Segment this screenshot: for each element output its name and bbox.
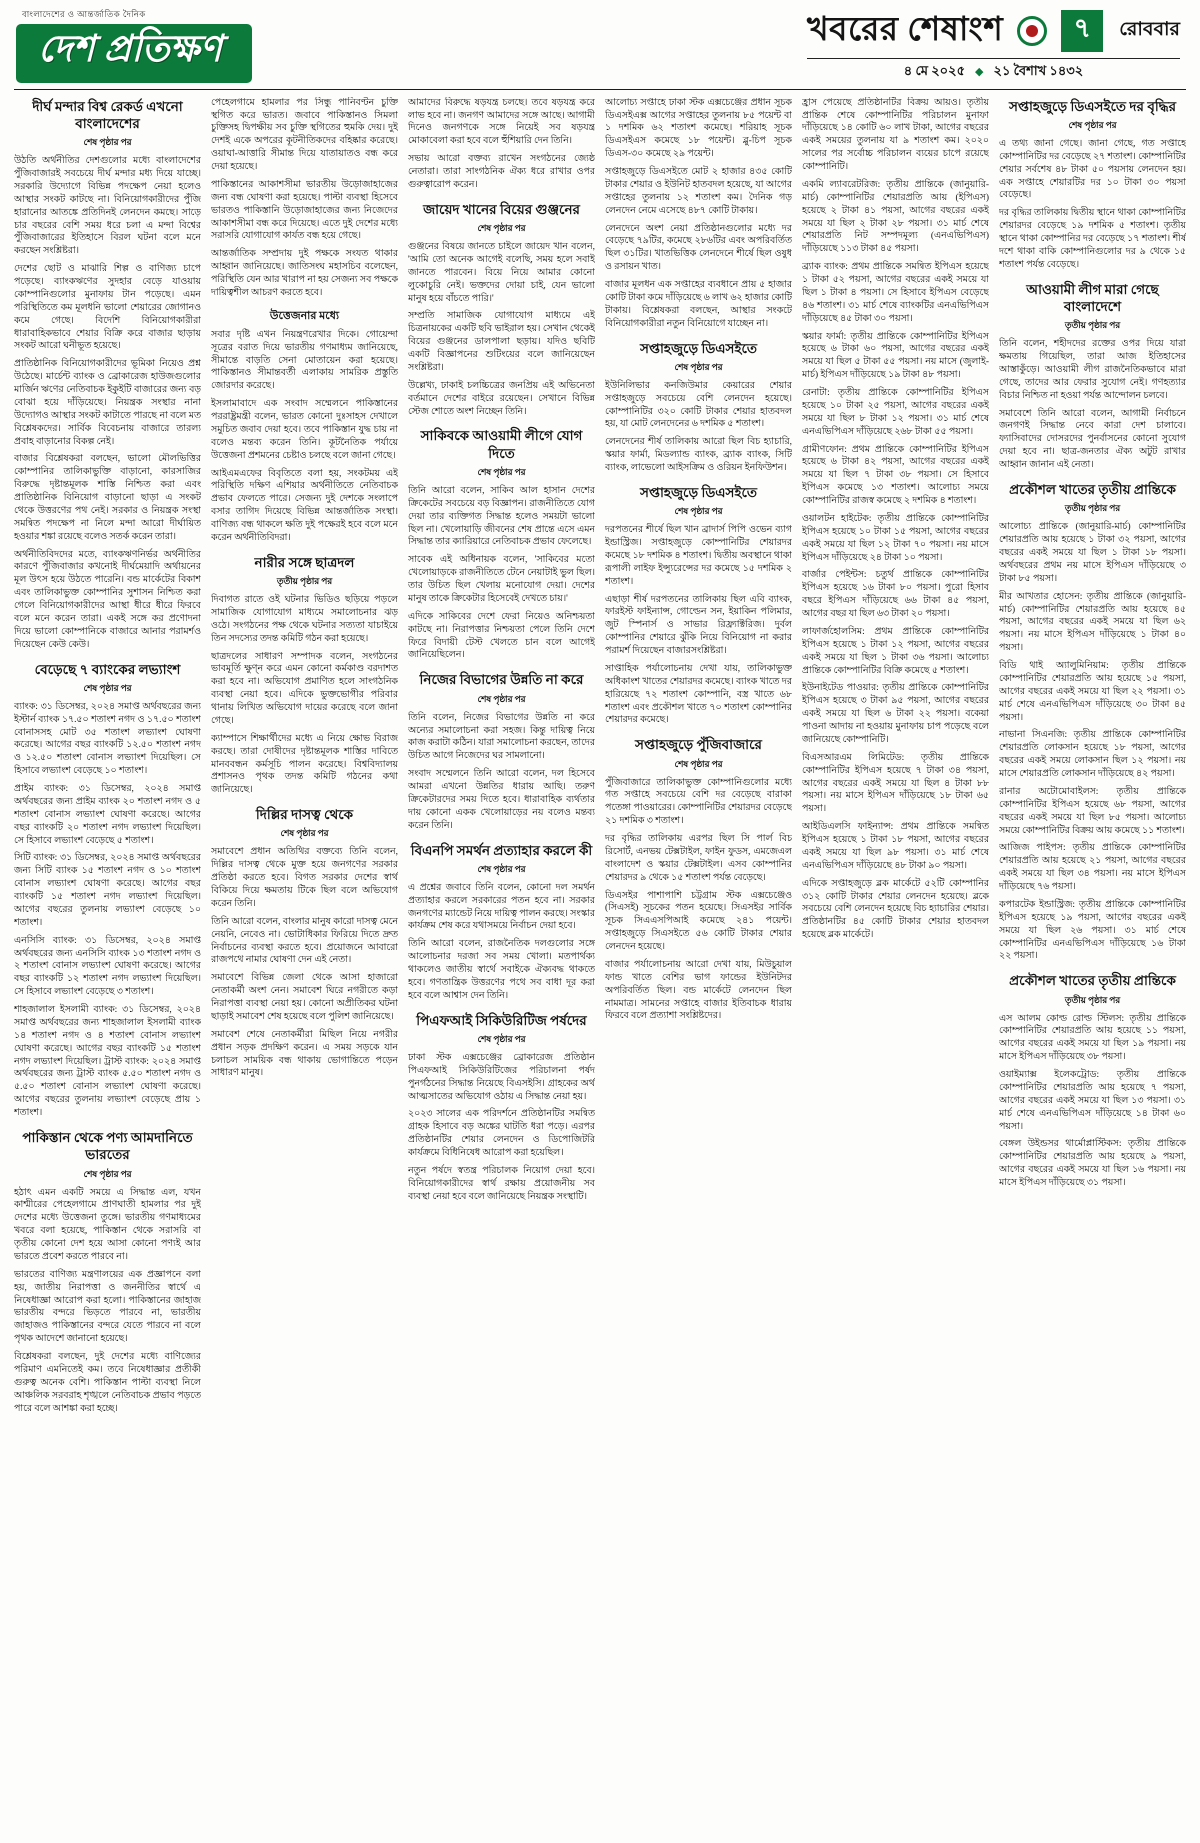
continued-note: তৃতীয় পৃষ্ঠার পর	[1064, 503, 1121, 514]
date-gregorian: ৪ মে ২০২৫	[903, 62, 966, 78]
article-paragraph: শাহজালাল ইসলামী ব্যাংক: ৩১ ডিসেম্বর, ২০২৪ সমাপ্ত অর্থবছরের জন্য শাহজালাল ইসলামী ব্যাংক ১৪ শতাংশ নগদ ও ৪ শতাংশ বোনাস লভ্যাংশ ঘোষণা করেছে। আগের বছর ব্যাংকটি ১৫ শতাংশ নগদ লভ্যাংশ দিয়েছিল। ট্রাস্ট ব্যাংক: ২০২৪ সমাপ্ত অর্থবছরের জন্য ট্রাস্ট ব্যাংক ৫.৫০ শতাংশ নগদ ও ৫.৫০ শতাংশ বোনাস লভ্যাংশ ঘোষণা করেছে। আগের বছরের তুলনায় লভ্যাংশ বেড়েছে প্রায় ১ শতাংশ।	[14, 1005, 201, 1119]
article-paragraph: সমাবেশে তিনি আরো বলেন, আগামী নির্বাচনে জনগণই সিদ্ধান্ত নেবে কারা দেশ চালাবে। ফ্যাসিবাদের দোসরদের পুনর্বাসনের কোনো সুযোগ দেয়া হবে না। ছাত্র-জনতার ঐক্য অটুট রাখার আহ্বান জানান এই নেতা।	[999, 408, 1186, 471]
article-paragraph: সমাবেশ শেষে নেতাকর্মীরা মিছিল নিয়ে নগরীর প্রধান সড়ক প্রদক্ষিণ করেন। এ সময় সড়কে যান চলাচল সাময়িক বন্ধ থাকায় ভোগান্তিতে পড়েন সাধারণ মানুষ।	[211, 1029, 398, 1079]
article-paragraph: ক্যাম্পাসে শিক্ষার্থীদের মধ্যে এ নিয়ে ক্ষোভ বিরাজ করছে। তারা দোষীদের দৃষ্টান্তমূলক শাস্তির দাবিতে মানববন্ধন কর্মসূচি পালন করেছে। বিশ্ববিদ্যালয় প্রশাসনও পৃথক তদন্ত কমিটি গঠনের কথা জানিয়েছে।	[211, 733, 398, 796]
article-headline: আওয়ামী লীগ মারা গেছে বাংলাদেশে	[1026, 281, 1159, 314]
article-paragraph: বিএসআরএম লিমিটেড: তৃতীয় প্রান্তিকে কোম্পানিটির ইপিএস হয়েছে ৭ টাকা ৩৪ পয়সা, আগের বছরের একই সময়ে যা ছিল ৪ টাকা ৮৮ পয়সা। নয় মাসে ইপিএস দাঁড়িয়েছে ১৮ টাকা ৬৫ পয়সা।	[802, 752, 989, 815]
column-3	[408, 97, 595, 1819]
article-headline: পিএফআই সিকিউরিটিজ পর্ষদের	[416, 1012, 587, 1028]
article-paragraph: আজিজ পাইপস: তৃতীয় প্রান্তিকে কোম্পানিটির শেয়ারপ্রতি আয় হয়েছে ২১ পয়সা, আগের বছরের একই সময়ে যা ছিল ৩৪ পয়সা। নয় মাসে ইপিএস দাঁড়িয়েছে ৭৬ পয়সা।	[999, 843, 1186, 892]
article-headline: সপ্তাহজুড়ে ডিএসইতে	[639, 484, 758, 500]
article-paragraph: এ তথ্য জানা গেছে। জানা গেছে, গত সপ্তাহে কোম্পানিটির দর বেড়েছে ২৭ শতাংশ। কোম্পানিটির শেয়ার সর্বশেষ ৪৮ টাকা ৫০ পয়সায় লেনদেন হয়। এক সপ্তাহে শেয়ারটির দর ১০ টাকা ৩০ পয়সা বেড়েছে।	[999, 138, 1186, 201]
article-paragraph: দর বৃদ্ধির তালিকায় এরপর ছিল সি পার্ল বিচ রিসোর্ট, এনভয় টেক্সটাইল, ফাইন ফুডস, এমজেএল বাংলাদেশ ও স্কয়ার টেক্সটাইল। এসব কোম্পানির শেয়ারদর ৯ থেকে ১৫ শতাংশ পর্যন্ত বেড়েছে।	[605, 834, 792, 883]
article-paragraph: ইসলামাবাদে এক সংবাদ সম্মেলনে পাকিস্তানের পররাষ্ট্রমন্ত্রী বলেন, ভারত কোনো দুঃসাহস দেখালে সমুচিত জবাব দেয়া হবে। তবে পাকিস্তান যুদ্ধ চায় না বলেও মন্তব্য করেন তিনি। কূটনৈতিক পর্যায়ে উত্তেজনা প্রশমনের চেষ্টাও চলছে বলে জানা গেছে।	[211, 399, 398, 461]
article-paragraph: সংবাদ সম্মেলনে তিনি আরো বলেন, দল হিসেবে আমরা এখনো উন্নতির ধারায় আছি। তরুণ ক্রিকেটারদের সময় দিতে হবে। ধারাবাহিক ব্যর্থতার দায় কোনো একক খেলোয়াড়ের নয় বলেও মন্তব্য করেন তিনি।	[408, 769, 595, 831]
article-paragraph: এস আলম কোল্ড রোল্ড স্টিলস: তৃতীয় প্রান্তিকে কোম্পানিটির শেয়ারপ্রতি আয় হয়েছে ১১ পয়সা, আগের বছরের একই সময়ে যা ছিল ১৯ পয়সা। নয় মাসে ইপিএস দাঁড়িয়েছে ৩৮ পয়সা।	[999, 1013, 1186, 1063]
section-title: খবরের শেষাংশ	[806, 12, 1004, 49]
column-4	[605, 97, 792, 1819]
article-headline: বেড়েছে ৭ ব্যাংকের লভ্যাংশ	[34, 661, 181, 677]
continued-note: শেষ পৃষ্ঠার পর	[477, 466, 526, 477]
continued-note: শেষ পৃষ্ঠার পর	[83, 1168, 132, 1179]
continued-note: তৃতীয় পৃষ্ঠার পর	[276, 576, 333, 587]
continued-note: শেষ পৃষ্ঠার পর	[477, 223, 526, 234]
article-paragraph: পাকিস্তানের আকাশসীমা ভারতীয় উড়োজাহাজের জন্য বন্ধ ঘোষণা করা হয়েছে। পাল্টা ব্যবস্থা হিসেবে ভারতও পাকিস্তানি উড়োজাহাজের জন্য নিজেদের আকাশসীমা বন্ধ করে দিয়েছে। এতে দুই দেশের মধ্যে সরাসরি যোগাযোগ কার্যত বন্ধ হয়ে গেছে।	[211, 179, 398, 242]
article-paragraph: ওয়াইম্যাক্স ইলেকট্রোড: তৃতীয় প্রান্তিকে কোম্পানিটির শেয়ারপ্রতি আয় হয়েছে ৭ পয়সা, আগের বছরের একই সময়ে যা ছিল ১৩ পয়সা। ৩১ মার্চ শেষে এনএভিপিএস দাঁড়িয়েছে ১৪ টাকা ৬০ পয়সা।	[999, 1070, 1186, 1132]
article-paragraph: সাপ্তাহিক পর্যালোচনায় দেখা যায়, তালিকাভুক্ত অধিকাংশ খাতের শেয়ারদর কমেছে। ব্যাংক খাতে দর হারিয়েছে ৭২ শতাংশ কোম্পানি, বস্ত্র খাতে ৬৮ শতাংশ এবং প্রকৌশল খাতে ৭০ শতাংশ কোম্পানির শেয়ারদর কমেছে।	[605, 663, 792, 726]
article-headline: সাকিবকে আওয়ামী লীগে যোগ দিতে	[420, 428, 583, 461]
article-paragraph: তিনি আরো বলেন, রাজনৈতিক দলগুলোর সঙ্গে আলোচনার দরজা সব সময় খোলা। মতপার্থক্য থাকলেও জাতীয় স্বার্থে সবাইকে ঐক্যবদ্ধ থাকতে হবে। গণতান্ত্রিক উত্তরণের পথে সব বাধা দূর করা হবে বলে আশ্বাস দেন তিনি।	[408, 939, 595, 1001]
article-paragraph: তিনি আরো বলেন, সাকিব আল হাসান দেশের ক্রিকেটের সবচেয়ে বড় বিজ্ঞাপন। রাজনীতিতে যোগ দেয়া তার ব্যক্তিগত সিদ্ধান্ত হলেও সময়টা ভালো ছিল না। খেলোয়াড়ি জীবনের শেষ প্রান্তে এসে এমন সিদ্ধান্ত তার ক্যারিয়ারে নেতিবাচক প্রভাব ফেলেছে।	[408, 485, 595, 548]
article-headline: সপ্তাহজুড়ে পুঁজিবাজারে	[635, 737, 762, 753]
article-headline: নারীর সঙ্গে ছাত্রদল	[254, 554, 355, 570]
continued-note: শেষ পৃষ্ঠার পর	[674, 758, 723, 769]
article-paragraph: লাফার্জহোলসিম: প্রথম প্রান্তিকে কোম্পানিটির ইপিএস হয়েছে ১ টাকা ১২ পয়সা, আগের বছরের একই সময়ে যা ছিল ১ টাকা ৩৬ পয়সা। আলোচ্য প্রান্তিকে কোম্পানিটির বিক্রি কমেছে ৫ শতাংশ।	[802, 626, 989, 676]
article-headline: সপ্তাহজুড়ে ডিএসইতে	[639, 340, 758, 356]
article-paragraph: এছাড়া শীর্ষ দরপতনের তালিকায় ছিল এবি ব্যাংক, ফারইস্ট ফাইন্যান্স, গোল্ডেন সন, ইয়াকিন পলিমার, জুট স্পিনার্স ও সাভার রিফ্র্যাক্টরিজ। দুর্বল কোম্পানির শেয়ারে ঝুঁকি নিয়ে বিনিয়োগ না করার পরামর্শ দিয়েছেন বাজারসংশ্লিষ্টরা।	[605, 594, 792, 657]
article-paragraph: আন্তর্জাতিক সম্প্রদায় দুই পক্ষকে সংযত থাকার আহ্বান জানিয়েছে। জাতিসংঘ মহাসচিব বলেছেন, পরিস্থিতি যেন আর খারাপ না হয় সেজন্য সব পক্ষকে দায়িত্বশীল আচরণ করতে হবে।	[211, 249, 398, 298]
article-subhead: উত্তেজনার মধ্যে	[269, 309, 340, 322]
article-paragraph: প্রাইম ব্যাংক: ৩১ ডিসেম্বর, ২০২৪ সমাপ্ত অর্থবছরের জন্য প্রাইম ব্যাংক ২০ শতাংশ নগদ ও ৫ শতাংশ বোনাস লভ্যাংশ ঘোষণা করেছে। আগের বছর ব্যাংকটি ২০ শতাংশ নগদ লভ্যাংশ দিয়েছিল। সে হিসাবে লভ্যাংশ বেড়েছে ৫ শতাংশ।	[14, 784, 201, 846]
article-paragraph: ওয়ালটন হাইটেক: তৃতীয় প্রান্তিকে কোম্পানিটির ইপিএস হয়েছে ১০ টাকা ১৫ পয়সা, আগের বছরের একই সময়ে যা ছিল ১২ টাকা ৭০ পয়সা। নয় মাসে ইপিএস দাঁড়িয়েছে ২৪ টাকা ১০ পয়সা।	[802, 513, 989, 563]
section-header	[807, 10, 1184, 83]
article-paragraph: গুঞ্জনের বিষয়ে জানতে চাইলে জায়েদ খান বলেন, 'আমি তো অনেক আগেই বলেছি, সময় হলে সবাই জানতে পারবেন। বিয়ে নিয়ে আমার কোনো লুকোচুরি নেই। ভক্তদের দোয়া চাই, যেন ভালো মানুষ হয়ে বাঁচতে পারি।'	[408, 242, 595, 304]
article-paragraph: দরপতনের শীর্ষে ছিল খান ব্রাদার্স পিপি ওভেন ব্যাগ ইন্ডাস্ট্রিজ। সপ্তাহজুড়ে কোম্পানিটির শেয়ারদর কমেছে ১৮ দশমিক ৪ শতাংশ। দ্বিতীয় অবস্থানে থাকা রূপালী লাইফ ইন্স্যুরেন্সের দর কমেছে ১৫ দশমিক ২ শতাংশ।	[605, 525, 792, 587]
article-headline: নিজের বিভাগের উন্নতি না করে	[419, 672, 584, 688]
article-paragraph: সভায় আরো বক্তব্য রাখেন সংগঠনের জ্যেষ্ঠ নেতারা। তারা সাংগঠনিক ঐক্য ধরে রাখার ওপর গুরুত্বারোপ করেন।	[408, 154, 595, 190]
article-paragraph: রানার অটোমোবাইলস: তৃতীয় প্রান্তিকে কোম্পানিটির ইপিএস হয়েছে ৬৮ পয়সা, আগের বছরের একই সময়ে যা ছিল ৮৫ পয়সা। আলোচ্য সময়ে কোম্পানিটির বিক্রয় আয় কমেছে ১১ শতাংশ।	[999, 786, 1186, 836]
newspaper-masthead: দেশ প্রতিক্ষণ	[16, 24, 252, 83]
article-paragraph: ছাত্রদলের সাধারণ সম্পাদক বলেন, সংগঠনের ভাবমূর্তি ক্ষুণ্ন করে এমন কোনো কর্মকাণ্ড বরদাশত করা হবে না। অভিযোগ প্রমাণিত হলে সাংগঠনিক ব্যবস্থা নেয়া হবে। এদিকে ভুক্তভোগীর পরিবার থানায় লিখিত অভিযোগ দায়ের করেছে বলে জানা গেছে।	[211, 651, 398, 726]
article-paragraph: হঠাৎ এমন একটি সময়ে এ সিদ্ধান্ত এল, যখন কাশ্মীরের পেহেলগামে প্রাণঘাতী হামলার পর দুই দেশের মধ্যে উত্তেজনা তুঙ্গে। ভারতীয় গণমাধ্যমের খবরে বলা হয়েছে, পাকিস্তান থেকে সরাসরি বা তৃতীয় কোনো দেশ হয়ে আসা কোনো পণ্যই আর ভারতে প্রবেশ করতে পারবে না।	[14, 1187, 201, 1262]
article-paragraph: একমি ল্যাবরেটরিজ: তৃতীয় প্রান্তিকে (জানুয়ারি-মার্চ) কোম্পানিটির শেয়ারপ্রতি আয় (ইপিএস) হয়েছে ২ টাকা ৪১ পয়সা, আগের বছরের একই সময়ে যা ছিল ২ টাকা ২৮ পয়সা। ৩১ মার্চ শেষে শেয়ারপ্রতি নিট সম্পদমূল্য (এনএভিপিএস) দাঁড়িয়েছে ১১৩ টাকা ৪৫ পয়সা।	[802, 179, 989, 255]
article-paragraph: আইএমএফের বিবৃতিতে বলা হয়, সংকটময় এই পরিস্থিতি দক্ষিণ এশিয়ার অর্থনীতিতে নেতিবাচক প্রভাব ফেলতে পারে। সেজন্য দুই দেশকে সংলাপে বসার তাগিদ দিয়েছে বিভিন্ন আন্তর্জাতিক সংস্থা। বাণিজ্য বন্ধ থাকলে ক্ষতি দুই পক্ষেরই হবে বলে মনে করেন অর্থনীতিবিদরা।	[211, 468, 398, 543]
continued-note: শেষ পৃষ্ঠার পর	[674, 361, 723, 372]
column-1	[14, 97, 201, 1819]
article-headline: দীর্ঘ মন্দার বিশ্ব রেকর্ড এখনো বাংলাদেশের	[32, 98, 183, 131]
continued-note: শেষ পৃষ্ঠার পর	[477, 1033, 526, 1044]
continued-note: শেষ পৃষ্ঠার পর	[1068, 119, 1117, 130]
article-paragraph: গ্রামীণফোন: প্রথম প্রান্তিকে কোম্পানিটির ইপিএস হয়েছে ৬ টাকা ৪২ পয়সা, আগের বছরের একই সময়ে যা ছিল ৭ টাকা ৩৮ পয়সা। সে হিসাবে ইপিএস কমেছে ১৩ শতাংশ। আলোচ্য সময়ে কোম্পানিটির রাজস্ব কমেছে ২ দশমিক ৪ শতাংশ।	[802, 444, 989, 507]
continued-note: তৃতীয় পৃষ্ঠার পর	[1064, 320, 1121, 331]
article-paragraph: বেঙ্গল উইন্ডসর থার্মোপ্লাস্টিকস: তৃতীয় প্রান্তিকে কোম্পানিটির শেয়ারপ্রতি আয় হয়েছে ৯ পয়সা, আগের বছরের একই সময়ে যা ছিল ১৬ পয়সা। নয় মাসে ইপিএস দাঁড়িয়েছে ৩১ পয়সা।	[999, 1139, 1186, 1189]
article-paragraph: এ প্রশ্নের জবাবে তিনি বলেন, কোনো দল সমর্থন প্রত্যাহার করলে সরকারের পতন হবে না। সরকার জনগণের ম্যান্ডেট নিয়ে দায়িত্ব পালন করছে। সংস্কার কার্যক্রম শেষ করে যথাসময়ে নির্বাচন দেয়া হবে।	[408, 882, 595, 932]
article-paragraph: বিডি থাই অ্যালুমিনিয়াম: তৃতীয় প্রান্তিকে কোম্পানিটির শেয়ারপ্রতি আয় হয়েছে ১৫ পয়সা, আগের বছরের একই সময়ে যা ছিল ২২ পয়সা। ৩১ মার্চ শেষে এনএভিপিএস দাঁড়িয়েছে ৩০ টাকা ৪৫ পয়সা।	[999, 661, 1186, 723]
article-paragraph: উঠতি অর্থনীতির দেশগুলোর মধ্যে বাংলাদেশের পুঁজিবাজারই সবচেয়ে দীর্ঘ মন্দার মধ্য দিয়ে যাচ্ছে। সরকারি উদ্যোগে বিভিন্ন পদক্ষেপ নেয়া হলেও আস্থার সংকট কাটছে না। বিনিয়োগকারীদের পুঁজি হারানোর আতঙ্কে প্রতিদিনই লেনদেন কমছে। সাড়ে চার বছরের বেশি সময় ধরে চলা এ মন্দা বিশ্বের পুঁজিবাজারের ইতিহাসে বিরল ঘটনা বলে মনে করছেন সংশ্লিষ্টরা।	[14, 156, 201, 257]
continued-note: শেষ পৃষ্ঠার পর	[477, 693, 526, 704]
article-paragraph: প্রাতিষ্ঠানিক বিনিয়োগকারীদের ভূমিকা নিয়েও প্রশ্ন উঠেছে। মার্চেন্ট ব্যাংক ও ব্রোকারেজ হাউজগুলোর মার্জিন ঋণের নেতিবাচক ইকুইটি বাজারের জন্য বড় বোঝা হয়ে দাঁড়িয়েছে। নিয়ন্ত্রক সংস্থার নানা উদ্যোগও আস্থার সংকট কাটাতে পারছে না বলে মত বিশ্লেষকদের। সার্বিক বিবেচনায় বাজারে তারল্য প্রবাহ বাড়ানোর বিকল্প নেই।	[14, 359, 201, 447]
article-headline: বিএনপি সমর্থন প্রত্যাহার করলে কী	[410, 842, 593, 858]
article-paragraph: লেনদেনে অংশ নেয়া প্রতিষ্ঠানগুলোর মধ্যে দর বেড়েছে ৭৯টির, কমেছে ২৮৬টির এবং অপরিবর্তিত ছিল ৩১টির। খাতভিত্তিক লেনদেনে শীর্ষে ছিল ওষুধ ও রসায়ন খাত।	[605, 223, 792, 273]
article-paragraph: সপ্তাহজুড়ে ডিএসইতে মোট ২ হাজার ৪৩৫ কোটি টাকার শেয়ার ও ইউনিট হাতবদল হয়েছে, যা আগের সপ্তাহের তুলনায় ১২ শতাংশ কম। দৈনিক গড় লেনদেন নেমে এসেছে ৪৮৭ কোটি টাকায়।	[605, 167, 792, 216]
article-paragraph: আমাদের বিরুদ্ধে ষড়যন্ত্র চলছে। তবে ষড়যন্ত্র করে লাভ হবে না। জনগণ আমাদের সঙ্গে আছে। আগামী দিনেও জনগণকে সঙ্গে নিয়েই সব ষড়যন্ত্র মোকাবেলা করা হবে বলে হুঁশিয়ারি দেন তিনি।	[408, 97, 595, 147]
article-paragraph: ব্যাংক: ৩১ ডিসেম্বর, ২০২৪ সমাপ্ত অর্থবছরের জন্য ইস্টার্ন ব্যাংক ১৭.৫০ শতাংশ নগদ ও ১৭.৫০ শতাংশ বোনাসসহ মোট ৩৫ শতাংশ লভ্যাংশ ঘোষণা করেছে। আগের বছর ব্যাংকটি ১২.৫০ শতাংশ নগদ ও ১২.৫০ শতাংশ বোনাস লভ্যাংশ দিয়েছিল। সে হিসাবে লভ্যাংশ বেড়েছে ১০ শতাংশ।	[14, 701, 201, 777]
article-paragraph: স্কয়ার ফার্মা: তৃতীয় প্রান্তিকে কোম্পানিটির ইপিএস হয়েছে ৬ টাকা ৬০ পয়সা, আগের বছরের একই সময়ে যা ছিল ৫ টাকা ৫৫ পয়সা। নয় মাসে (জুলাই-মার্চ) ইপিএস দাঁড়িয়েছে ১৯ টাকা ৪৮ পয়সা।	[802, 331, 989, 381]
article-paragraph: আইডিএলসি ফাইন্যান্স: প্রথম প্রান্তিকে সমন্বিত ইপিএস হয়েছে ১ টাকা ১৮ পয়সা, আগের বছরের একই সময়ে যা ছিল ৯৮ পয়সা। ৩১ মার্চ শেষে এনএভিপিএস দাঁড়িয়েছে ৪৮ টাকা ৯০ পয়সা।	[802, 822, 989, 871]
page-number: ৭	[1061, 10, 1103, 52]
continued-note: শেষ পৃষ্ঠার পর	[83, 682, 132, 693]
article-headline: পাকিস্তান থেকে পণ্য আমদানিতে ভারতের	[22, 1129, 193, 1163]
continued-note: শেষ পৃষ্ঠার পর	[477, 863, 526, 874]
article-paragraph: তিনি বলেন, নিজের বিভাগের উন্নতি না করে অন্যের সমালোচনা করা সহজ। কিন্তু দায়িত্ব নিয়ে কাজ করাটা কঠিন। যারা সমালোচনা করছেন, তাদের উচিত আগে নিজেদের ঘর সামলানো।	[408, 712, 595, 762]
columns	[0, 97, 1200, 1819]
continued-note: তৃতীয় পৃষ্ঠার পর	[1064, 994, 1121, 1005]
article-paragraph: দর বৃদ্ধির তালিকায় দ্বিতীয় স্থানে থাকা কোম্পানিটির শেয়ারদর বেড়েছে ১৯ দশমিক ৫ শতাংশ। তৃতীয় স্থানে থাকা কোম্পানির দর বেড়েছে ১৭ শতাংশ। শীর্ষ দশে থাকা বাকি কোম্পানিগুলোর দর ৯ থেকে ১৫ শতাংশ পর্যন্ত বেড়েছে।	[999, 208, 1186, 270]
article-paragraph: সিটি ব্যাংক: ৩১ ডিসেম্বর, ২০২৪ সমাপ্ত অর্থবছরের জন্য সিটি ব্যাংক ১৫ শতাংশ নগদ ও ১০ শতাংশ বোনাস লভ্যাংশ ঘোষণা করেছে। আগের বছর ব্যাংকটি ১৫ শতাংশ নগদ লভ্যাংশ দিয়েছিল। আগের বছরের তুলনায় লভ্যাংশ বেড়েছে ১০ শতাংশ।	[14, 853, 201, 928]
article-paragraph: ডিএসইর পাশাপাশি চট্টগ্রাম স্টক এক্সচেঞ্জেও (সিএসই) সূচকের পতন হয়েছে। সিএসইর সার্বিক সূচক সিএএসপিআই কমেছে ২৪১ পয়েন্ট। সপ্তাহজুড়ে সিএসইতে ৫৬ কোটি টাকার শেয়ার লেনদেন হয়েছে।	[605, 890, 792, 953]
article-headline: দিল্লির দাসত্ব থেকে	[255, 807, 354, 823]
article-headline: জায়েদ খানের বিয়ের গুঞ্জনের	[423, 201, 580, 217]
article-paragraph: পুঁজিবাজারে তালিকাভুক্ত কোম্পানিগুলোর মধ্যে গত সপ্তাহে সবচেয়ে বেশি দর বেড়েছে বারাকা পতেঙ্গা পাওয়ারের। কোম্পানিটির শেয়ারদর বেড়েছে ২১ দশমিক ৩ শতাংশ।	[605, 777, 792, 827]
article-paragraph: অর্থনীতিবিদদের মতে, ব্যাংকঋণনির্ভর অর্থনীতির কারণে পুঁজিবাজার কখনোই দীর্ঘমেয়াদি অর্থায়নের মূল উৎস হয়ে উঠতে পারেনি। বন্ড মার্কেটের বিকাশ এবং তালিকাভুক্ত কোম্পানির সুশাসন নিশ্চিত করা গেলে বিনিয়োগকারীদের আস্থা ধীরে ধীরে ফিরবে বলে মনে করেন তারা। একই সঙ্গে কর প্রণোদনা দিয়ে ভালো কোম্পানিকে বাজারে আনার পরামর্শও দিয়েছেন কেউ কেউ।	[14, 549, 201, 650]
article-paragraph: ঢাকা স্টক এক্সচেঞ্জের ব্রোকারেজ প্রতিষ্ঠান পিএফআই সিকিউরিটিজের পরিচালনা পর্ষদ পুনর্গঠনের সিদ্ধান্ত নিয়েছে বিএসইসি। গ্রাহকের অর্থ আত্মসাতের অভিযোগ ওঠায় এ সিদ্ধান্ত নেয়া হয়।	[408, 1052, 595, 1102]
article-paragraph: তিনি বলেন, শহীদদের রক্তের ওপর দিয়ে যারা ক্ষমতায় গিয়েছিল, তারা আজ ইতিহাসের আস্তাকুঁড়ে। আওয়ামী লীগ রাজনৈতিকভাবে মারা গেছে, তাদের আর ফেরার সুযোগ নেই। গণহত্যার বিচার নিশ্চিত না হওয়া পর্যন্ত আন্দোলন চলবে।	[999, 339, 1186, 401]
article-paragraph: বার্জার পেইন্টস: চতুর্থ প্রান্তিকে কোম্পানিটির ইপিএস হয়েছে ১৬ টাকা ৮০ পয়সা। পুরো হিসাব বছরে ইপিএস দাঁড়িয়েছে ৬৬ টাকা ৪৫ পয়সা, আগের বছর যা ছিল ৬৩ টাকা ২০ পয়সা।	[802, 570, 989, 620]
article-paragraph: বাজার বিশ্লেষকরা বলছেন, ভালো মৌলভিত্তির কোম্পানির তালিকাভুক্তি বাড়ানো, কারসাজির বিরুদ্ধে দৃষ্টান্তমূলক শাস্তি নিশ্চিত করা এবং প্রাতিষ্ঠানিক বিনিয়োগ বাড়ানো ছাড়া এ সংকট থেকে উত্তরণের পথ নেই। সরকার ও নিয়ন্ত্রক সংস্থা সমন্বিত পদক্ষেপ না নিলে মন্দা আরো দীর্ঘায়িত হওয়ার শঙ্কা রয়েছে বলেও সতর্ক করেন তারা।	[14, 454, 201, 542]
column-6	[999, 97, 1186, 1819]
masthead-block	[16, 8, 252, 83]
article-paragraph: উল্লেখ্য, ঢাকাই চলচ্চিত্রের জনপ্রিয় এই অভিনেতা বর্তমানে দেশের বাইরে রয়েছেন। সেখানে বিভিন্ন স্টেজ শোতে অংশ নিচ্ছেন তিনি।	[408, 380, 595, 417]
page-header	[0, 6, 1200, 83]
article-paragraph: দেশের ছোট ও মাঝারি শিল্প ও বাণিজ্য চাপে পড়েছে। ব্যাংকঋণের সুদহার বেড়ে যাওয়ায় কোম্পানিগুলোর মুনাফায় টান পড়েছে। এমন পরিস্থিতিতে কম মূলধনি ভালো শেয়ারের জোগানও কমে গেছে। বিদেশি বিনিয়োগকারীরা ধারাবাহিকভাবে শেয়ার বিক্রি করে বাজার ছাড়ায় সংকট আরো ঘনীভূত হয়েছে।	[14, 264, 201, 352]
article-paragraph: আলোচ্য সপ্তাহে ঢাকা স্টক এক্সচেঞ্জের প্রধান সূচক ডিএসইএক্স আগের সপ্তাহের তুলনায় ৮৫ পয়েন্ট বা ১ দশমিক ৬২ শতাংশ কমেছে। শরিয়াহ সূচক ডিএসইএস কমেছে ১৮ পয়েন্ট। ব্লু-চিপ সূচক ডিএস-৩০ কমেছে ২৯ পয়েন্ট।	[605, 97, 792, 160]
article-paragraph: পেহেলগামে হামলার পর সিন্ধু পানিবণ্টন চুক্তি স্থগিত করে ভারত। জবাবে পাকিস্তানও সিমলা চুক্তিসহ দ্বিপক্ষীয় সব চুক্তি স্থগিতের হুমকি দেয়। দুই দেশই একে অপরের কূটনীতিকদের বহিষ্কার করেছে। ওয়াঘা-আত্তারি সীমান্ত দিয়ে যাতায়াতও বন্ধ করে দেয়া হয়েছে।	[211, 97, 398, 173]
article-paragraph: আলোচ্য প্রান্তিকে (জানুয়ারি-মার্চ) কোম্পানিটির শেয়ারপ্রতি আয় হয়েছে ১ টাকা ৩২ পয়সা, আগের বছরের একই সময়ে যা ছিল ১ টাকা ১৮ পয়সা। অর্থবছরের প্রথম নয় মাসে ইপিএস দাঁড়িয়েছে ৩ টাকা ৮৫ পয়সা।	[999, 522, 1186, 584]
article-paragraph: হ্রাস পেয়েছে প্রতিষ্ঠানটির বিক্রয় আয়ও। তৃতীয় প্রান্তিক শেষে কোম্পানিটির পরিচালন মুনাফা দাঁড়িয়েছে ১৪ কোটি ৬০ লাখ টাকা, আগের বছরের একই সময়ের তুলনায় যা ৯ শতাংশ কম। ২০২০ সালের পর সর্বোচ্চ পরিচালন ব্যয়ের চাপে রয়েছে কোম্পানিটি।	[802, 97, 989, 173]
article-paragraph: ইউনাইটেড পাওয়ার: তৃতীয় প্রান্তিকে কোম্পানিটির ইপিএস হয়েছে ৩ টাকা ৯৫ পয়সা, আগের বছরের একই সময়ে যা ছিল ৬ টাকা ২২ পয়সা। বকেয়া পাওনা আদায় না হওয়ায় মুনাফায় চাপ পড়েছে বলে জানিয়েছে কোম্পানিটি।	[802, 683, 989, 745]
column-2	[211, 97, 398, 1819]
date-row	[807, 58, 1180, 83]
column-5	[802, 97, 989, 1819]
article-paragraph: সমাবেশে বিভিন্ন জেলা থেকে আসা হাজারো নেতাকর্মী অংশ নেন। সমাবেশ ঘিরে নগরীতে কড়া নিরাপত্তা ব্যবস্থা নেয়া হয়। কোনো অপ্রীতিকর ঘটনা ছাড়াই সমাবেশ শেষ হয়েছে বলে পুলিশ জানিয়েছে।	[211, 973, 398, 1022]
article-paragraph: সমাবেশে প্রধান অতিথির বক্তব্যে তিনি বলেন, দিল্লির দাসত্ব থেকে মুক্ত হয়ে জনগণের সরকার প্রতিষ্ঠা করতে হবে। বিগত সরকার দেশের স্বার্থ বিকিয়ে দিয়ে ক্ষমতায় টিকে ছিল বলে অভিযোগ করেন তিনি।	[211, 847, 398, 909]
article-paragraph: বাজার পর্যালোচনায় আরো দেখা যায়, মিউচুয়াল ফান্ড খাতে বেশির ভাগ ফান্ডের ইউনিটদর অপরিবর্তিত ছিল। বন্ড মার্কেটে লেনদেন ছিল নামমাত্র। সামনের সপ্তাহে বাজার ইতিবাচক ধারায় ফিরবে বলে প্রত্যাশা সংশ্লিষ্টদের।	[605, 959, 792, 1022]
article-paragraph: ভারতের বাণিজ্য মন্ত্রণালয়ের এক প্রজ্ঞাপনে বলা হয়, জাতীয় নিরাপত্তা ও জননীতির স্বার্থে এ নিষেধাজ্ঞা আরোপ করা হলো। পাকিস্তানের জাহাজ ভারতীয় বন্দরে ভিড়তে পারবে না, ভারতীয় জাহাজও পাকিস্তানের বন্দরে যেতে পারবে না বলে পৃথক আদেশে জানানো হয়েছে।	[14, 1269, 201, 1345]
article-headline: প্রকৌশল খাতের তৃতীয় প্রান্তিকে	[1009, 481, 1176, 497]
date-bengali: ২১ বৈশাখ ১৪৩২	[993, 62, 1084, 78]
article-paragraph: সম্প্রতি সামাজিক যোগাযোগ মাধ্যমে এই চিত্রনায়কের একটি ছবি ভাইরাল হয়। সেখান থেকেই বিয়ের গুঞ্জনের ডালপালা ছড়ায়। যদিও ছবিটি একটি বিজ্ঞাপনের শুটিংয়ের বলে জানিয়েছেন সংশ্লিষ্টরা।	[408, 311, 595, 373]
diamond-icon: ◆	[975, 65, 984, 78]
continued-note: শেষ পৃষ্ঠার পর	[674, 506, 723, 517]
article-paragraph: সাবেক এই অধিনায়ক বলেন, 'সাকিবের মতো খেলোয়াড়কে রাজনীতিতে টেনে নেয়াটাই ভুল ছিল। তার উচিত ছিল খেলায় মনোযোগ দেয়া। দেশের মানুষ তাকে ক্রিকেটার হিসেবেই দেখতে চায়।'	[408, 555, 595, 604]
article-paragraph: এদিকে সাকিবের দেশে ফেরা নিয়েও অনিশ্চয়তা কাটছে না। নিরাপত্তার নিশ্চয়তা পেলে তিনি দেশে ফিরে বিদায়ী টেস্ট খেলতে চান বলে আগেই জানিয়েছিলেন।	[408, 611, 595, 661]
article-paragraph: নতুন পর্ষদে স্বতন্ত্র পরিচালক নিয়োগ দেয়া হবে। বিনিয়োগকারীদের স্বার্থ রক্ষায় প্রয়োজনীয় সব ব্যবস্থা নেয়া হবে বলে জানিয়েছে নিয়ন্ত্রক সংস্থাটি।	[408, 1165, 595, 1202]
header-divider	[14, 89, 1186, 90]
article-paragraph: মীর আখতার হোসেন: তৃতীয় প্রান্তিকে (জানুয়ারি-মার্চ) কোম্পানিটির শেয়ারপ্রতি আয় হয়েছে ৪৫ পয়সা, আগের বছরের একই সময়ে যা ছিল ৬২ পয়সা। নয় মাসে ইপিএস দাঁড়িয়েছে ১ টাকা ৪০ পয়সা।	[999, 591, 1186, 654]
article-paragraph: এদিকে সপ্তাহজুড়ে ব্লক মার্কেটে ৫২টি কোম্পানির ৩১২ কোটি টাকার শেয়ার লেনদেন হয়েছে। ব্লকে সবচেয়ে বেশি লেনদেন হয়েছে বিচ হ্যাচারির শেয়ার। প্রতিষ্ঠানটির ৪৫ কোটি টাকার শেয়ার হাতবদল হয়েছে ব্লক মার্কেটে।	[802, 878, 989, 941]
article-paragraph: বিশ্লেষকরা বলছেন, দুই দেশের মধ্যে বাণিজ্যের পরিমাণ এমনিতেই কম। তবে নিষেধাজ্ঞার প্রতীকী গুরুত্ব অনেক বেশি। পাকিস্তান পাল্টা ব্যবস্থা নিলে আঞ্চলিক সরবরাহ শৃঙ্খলে নেতিবাচক প্রভাব পড়তে পারে বলে আশঙ্কা করা হচ্ছে।	[14, 1352, 201, 1414]
continued-note: শেষ পৃষ্ঠার পর	[280, 828, 329, 839]
article-paragraph: ব্র্যাক ব্যাংক: প্রথম প্রান্তিকে সমন্বিত ইপিএস হয়েছে ১ টাকা ৫২ পয়সা, আগের বছরের একই সময়ে যা ছিল ১ টাকা ৪ পয়সা। সে হিসাবে ইপিএস বেড়েছে ৪৬ শতাংশ। ৩১ মার্চ শেষে ব্যাংকটির এনএভিপিএস দাঁড়িয়েছে ৪৫ টাকা ৩০ পয়সা।	[802, 262, 989, 324]
article-paragraph: লেনদেনের শীর্ষ তালিকায় আরো ছিল বিচ হ্যাচারি, স্কয়ার ফার্মা, মিডল্যান্ড ব্যাংক, ব্র্যাক ব্যাংক, সিটি ব্যাংক, লাভেলো আইসক্রিম ও ওরিয়ন ইনফিউশন।	[605, 437, 792, 474]
article-paragraph: সবার দৃষ্টি এখন নিয়ন্ত্রণরেখার দিকে। গোয়েন্দা সূত্রের বরাত দিয়ে ভারতীয় গণমাধ্যম জানিয়েছে, সীমান্তে বাড়তি সেনা মোতায়েন করা হয়েছে। পাকিস্তানও সীমান্তবর্তী এলাকায় সামরিক প্রস্তুতি জোরদার করেছে।	[211, 329, 398, 392]
article-paragraph: তিনি আরো বলেন, বাংলার মানুষ কারো দাসত্ব মেনে নেয়নি, নেবেও না। ভোটাধিকার ফিরিয়ে দিতে দ্রুত নির্বাচনের ব্যবস্থা করতে হবে। প্রয়োজনে আবারো রাজপথে নামার ঘোষণা দেন এই নেতা।	[211, 916, 398, 966]
article-paragraph: ইউনিলিভার কনজিউমার কেয়ারের শেয়ার সপ্তাহজুড়ে সবচেয়ে বেশি লেনদেন হয়েছে। কোম্পানিটির ৩২০ কোটি টাকার শেয়ার হাতবদল হয়, যা মোট লেনদেনের ৬ দশমিক ৫ শতাংশ।	[605, 380, 792, 430]
article-paragraph: ২০২৩ সালের এক পরিদর্শনে প্রতিষ্ঠানটির সমন্বিত গ্রাহক হিসাবে বড় অঙ্কের ঘাটতি ধরা পড়ে। এরপর প্রতিষ্ঠানটির শেয়ার লেনদেন ও ডিপোজিটরি কার্যক্রমে বিধিনিষেধ আরোপ করা হয়েছিল।	[408, 1109, 595, 1159]
day-label: রোববার	[1119, 18, 1180, 40]
article-paragraph: কপারটেক ইন্ডাস্ট্রিজ: তৃতীয় প্রান্তিকে কোম্পানিটির ইপিএস হয়েছে ১৯ পয়সা, আগের বছরের একই সময়ে যা ছিল ২৬ পয়সা। ৩১ মার্চ শেষে কোম্পানিটির এনএভিপিএস দাঁড়িয়েছে ১৬ টাকা ২২ পয়সা।	[999, 899, 1186, 962]
newspaper-crest-icon	[1017, 16, 1047, 46]
article-paragraph: দিবাগত রাতে ওই ঘটনার ভিডিও ছড়িয়ে পড়লে সামাজিক যোগাযোগ মাধ্যমে সমালোচনার ঝড় ওঠে। সংগঠনের পক্ষ থেকে ঘটনার সত্যতা যাচাইয়ে তিন সদস্যের তদন্ত কমিটি গঠন করা হয়েছে।	[211, 595, 398, 644]
article-paragraph: বাজার মূলধন এক সপ্তাহের ব্যবধানে প্রায় ৫ হাজার কোটি টাকা কমে দাঁড়িয়েছে ৬ লাখ ৬২ হাজার কোটি টাকায়। বিশ্লেষকরা বলছেন, আস্থার সংকটে বিনিয়োগকারীরা নতুন বিনিয়োগে যাচ্ছেন না।	[605, 280, 792, 329]
article-paragraph: নাভানা সিএনজি: তৃতীয় প্রান্তিকে কোম্পানিটির শেয়ারপ্রতি লোকসান হয়েছে ১৮ পয়সা, আগের বছরের একই সময়ে লোকসান ছিল ১২ পয়সা। নয় মাসে শেয়ারপ্রতি লোকসান দাঁড়িয়েছে ৪২ পয়সা।	[999, 730, 1186, 779]
section-title-row	[807, 10, 1180, 52]
continued-note: শেষ পৃষ্ঠার পর	[83, 137, 132, 148]
article-paragraph: রেনাটা: তৃতীয় প্রান্তিকে কোম্পানিটির ইপিএস হয়েছে ১০ টাকা ২৫ পয়সা, আগের বছরের একই সময়ে যা ছিল ৮ টাকা ১২ পয়সা। ৩১ মার্চ শেষে এনএভিপিএস দাঁড়িয়েছে ২৬৮ টাকা ৫৫ পয়সা।	[802, 388, 989, 437]
article-headline: প্রকৌশল খাতের তৃতীয় প্রান্তিকে	[1009, 973, 1176, 989]
article-headline: সপ্তাহজুড়ে ডিএসইতে দর বৃদ্ধির	[1008, 98, 1177, 114]
article-paragraph: এনসিসি ব্যাংক: ৩১ ডিসেম্বর, ২০২৪ সমাপ্ত অর্থবছরের জন্য এনসিসি ব্যাংক ১৩ শতাংশ নগদ ও ২ শতাংশ বোনাস লভ্যাংশ ঘোষণা করেছে। আগের বছর ব্যাংকটি ১২ শতাংশ নগদ লভ্যাংশ দিয়েছিল। সে হিসাবে লভ্যাংশ বেড়েছে ৩ শতাংশ।	[14, 935, 201, 998]
masthead-tagline: বাংলাদেশের ও আন্তর্জাতিক দৈনিক	[22, 9, 146, 19]
